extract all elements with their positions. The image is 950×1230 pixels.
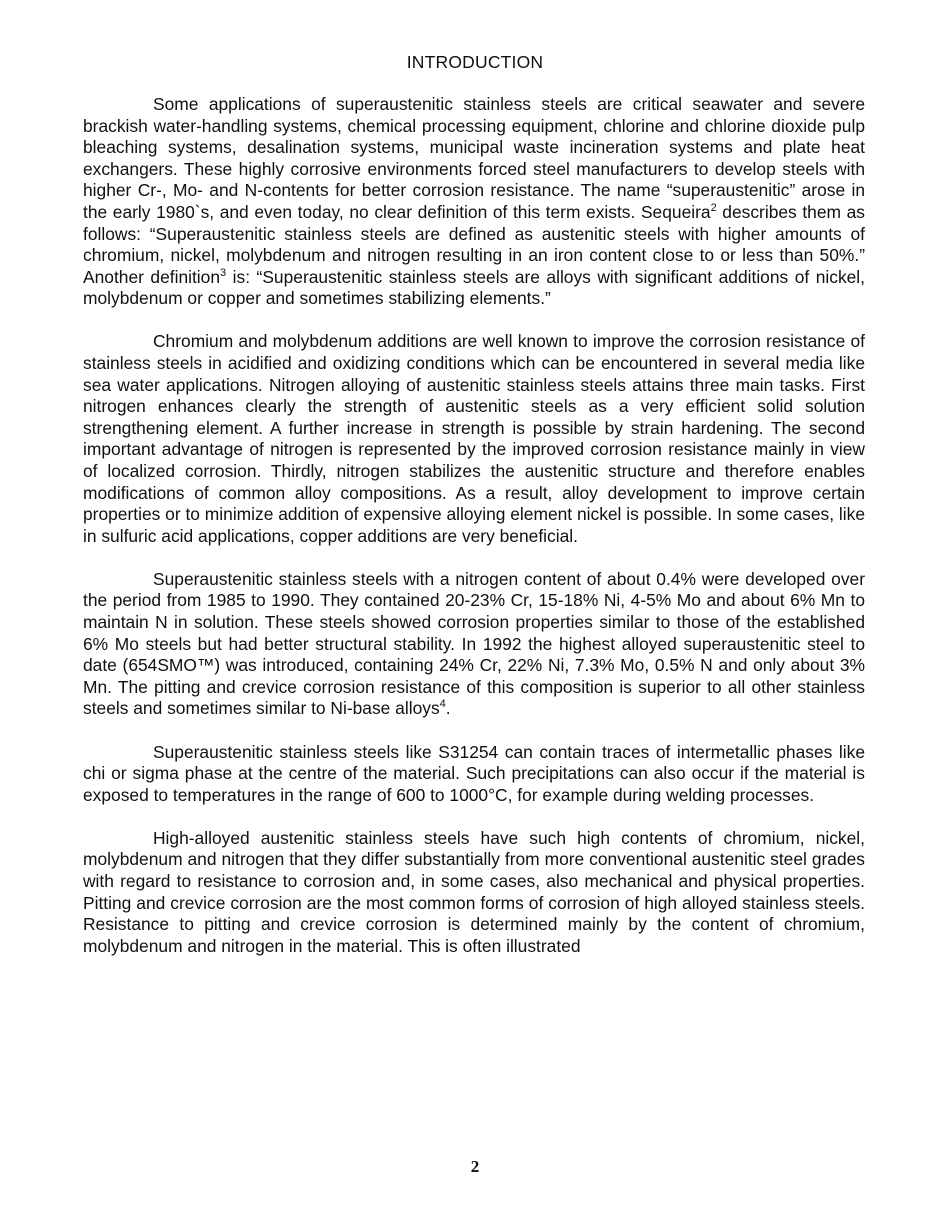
paragraph-intermetallic: Superaustenitic stainless steels like S31254 can contain traces of intermetallic phases like chi or sigma phase at the centre of the material. Such precipitations can also occur if the material is exposed to temperatures in the range of 600 to 1000°C, for example during welding processes. [83, 741, 865, 805]
body-text [83, 94, 865, 957]
paragraph-text: Some applications of superaustenitic stainless steels are critical seawater and severe brackish water-handling systems, chemical processing equipment, chlorine and chlorine dioxide pulp bleaching systems, desalination systems, municipal waste incineration systems and plate heat exchangers. These highly corrosive environments forced steel manufacturers to develop steels with higher Cr-, Mo- and N-contents for better corrosion resistance. The name “superaustenitic” arose in the early 1980`s, and even today, no clear definition of this term exists. Sequeira [83, 94, 865, 222]
reference-superscript: 4 [439, 698, 446, 711]
reference-superscript: 3 [220, 266, 227, 279]
paragraph-development [83, 569, 865, 720]
paragraph-text: . [445, 698, 451, 719]
paragraph-alloying: Chromium and molybdenum additions are well known to improve the corrosion resistance of stainless steels in acidified and oxidizing conditions which can be encountered in several media like sea water applications. Nitrogen alloying of austenitic stainless steels attains three main tasks. First nitrogen enhances clearly the strength of austenitic steels as a very efficient solid solution strengthening element. A further increase in strength is possible by strain hardening. The second important advantage of nitrogen is represented by the improved corrosion resistance mainly in view of localized corrosion. Thirdly, nitrogen stabilizes the austenitic structure and therefore enables modifications of common alloy compositions. As a result, alloy development to improve certain properties or to minimize addition of expensive alloying element nickel is possible. In some cases, like in sulfuric acid applications, copper additions are very beneficial. [83, 331, 865, 546]
paragraph-applications [83, 94, 865, 310]
paragraph-corrosion: High-alloyed austenitic stainless steels have such high contents of chromium, nickel, molybdenum and nitrogen that they differ substantially from more conventional austenitic steel grades with regard to resistance to corrosion and, in some cases, also mechanical and physical properties. Pitting and crevice corrosion are the most common forms of corrosion of high alloyed stainless steels. Resistance to pitting and crevice corrosion is determined mainly by the content of chromium, molybdenum and nitrogen in the material. This is often illustrated [83, 827, 865, 956]
paragraph-text: describes them as follows: “Superaustenitic stainless steels are defined as austenitic steels with higher amounts of chromium, nickel, molybdenum and nitrogen resulting in an iron content close to or less than 50%.” Another definition [83, 201, 865, 287]
paragraph-text: Superaustenitic stainless steels with a nitrogen content of about 0.4% were developed over the period from 1985 to 1990. They contained 20-23% Cr, 15-18% Ni, 4-5% Mo and about 6% Mn to maintain N in solution. These steels showed corrosion properties similar to those of the established 6% Mo steels but had better structural stability. In 1992 the highest alloyed superaustenitic steel to date (654SMO™) was introduced, containing 24% Cr, 22% Ni, 7.3% Mo, 0.5% N and only about 3% Mn. The pitting and crevice corrosion resistance of this composition is superior to all other stainless steels and sometimes similar to Ni-base alloys [83, 568, 865, 719]
page-number: 2 [470, 1157, 480, 1176]
section-heading: INTRODUCTION [406, 52, 544, 72]
paragraph-text: is: “Superaustenitic stainless steels are alloys with significant additions of nickel, molybdenum or copper and sometimes stabilizing elements.” [83, 266, 866, 309]
reference-superscript: 2 [710, 202, 717, 215]
